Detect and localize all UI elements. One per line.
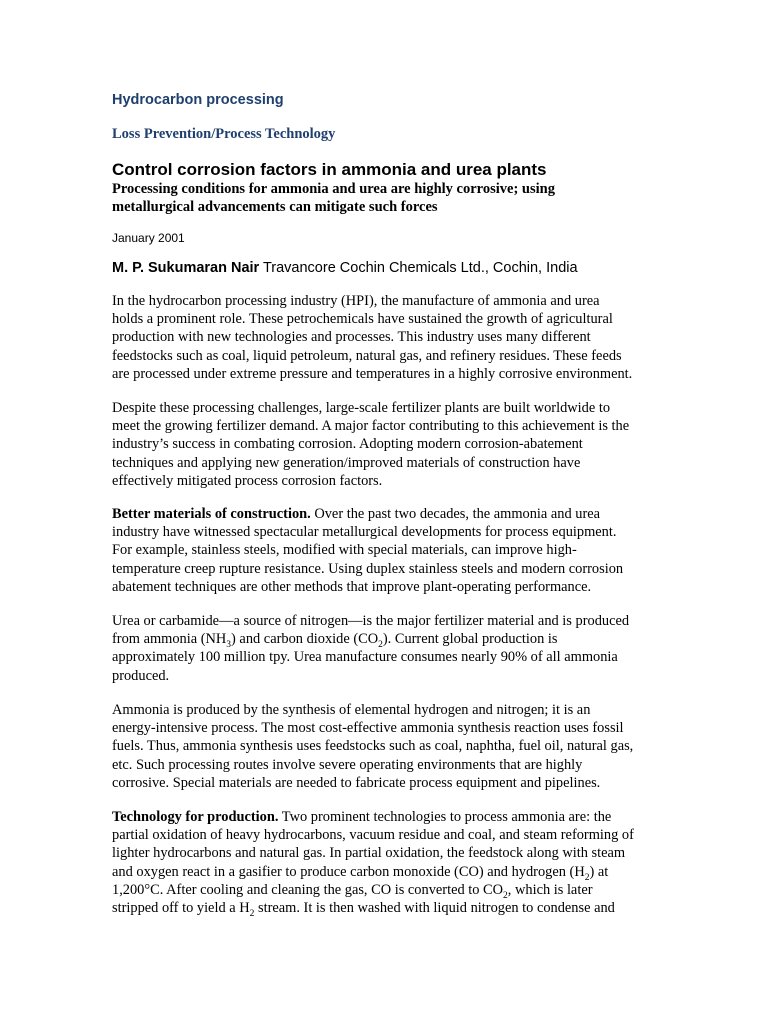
- paragraph-3: [112, 505, 634, 596]
- paragraph-1: In the hydrocarbon processing industry (HPI), the manufacture of ammonia and urea holds a prominent role. These petrochemicals have sustained the growth of agricultural production with new technologies and processes. This industry uses many different feedstocks such as coal, liquid petroleum, natural gas, and refinery residues. These feeds are processed under extreme pressure and temperatures in a highly corrosive environment.: [112, 293, 633, 382]
- paragraph-6-text-d: stream. It is then washed with liquid nitrogen to condense and: [254, 900, 615, 917]
- article-subtitle: Processing conditions for ammonia and urea are highly corrosive; using metallurgical advancements can mitigate such forces: [112, 181, 555, 215]
- paragraph-6-lead: Technology for production.: [112, 809, 279, 825]
- subscript: 2: [503, 890, 508, 901]
- paragraph-3-text: Over the past two decades, the ammonia and urea industry have witnessed spectacular metallurgical developments for process equipment. For example, stainless steels, modified with special materials, can improve high-temperature creep rupture resistance. Using duplex stainless steels and modern corrosion abatement techniques are other methods that improve plant-operating performance.: [112, 506, 624, 595]
- paragraph-4: [112, 612, 634, 685]
- paragraph-6-text-b: ) at 1,200°C. After cooling and cleaning the gas, CO is converted to CO: [112, 863, 609, 898]
- paragraph-6-text-c: , which is later stripped off to yield a H: [112, 881, 593, 917]
- author-name: M. P. Sukumaran Nair: [112, 260, 260, 276]
- paragraph-4-text-c: ). Current global production is approximately 100 million tpy. Urea manufacture consumes nearly 90% of all ammonia produced.: [112, 631, 618, 684]
- subscript: 2: [584, 872, 590, 883]
- paragraph-3-lead: Better materials of construction.: [112, 506, 311, 522]
- paragraph-2: Despite these processing challenges, large-scale fertilizer plants are built worldwide to meet the growing fertilizer demand. A major factor contributing to this achievement is the industry’s success in combating corrosion. Adopting modern corrosion-abatement techniques and applying new generation/improved materials of construction have effectively mitigated process corrosion factors.: [112, 400, 630, 489]
- paragraph-4-text-b: ) and carbon dioxide (CO: [231, 631, 379, 648]
- paragraph-6-text-a: Two prominent technologies to process ammonia are: the partial oxidation of heavy hydrocarbons, vacuum residue and coal, and steam reforming of lighter hydrocarbons and natural gas. In partial oxidation, the feedstock along with steam and oxygen react in a gasifier to produce carbon monoxide (CO) and hydrogen (H: [112, 809, 634, 880]
- byline: [112, 260, 578, 276]
- paragraph-5: Ammonia is produced by the synthesis of elemental hydrogen and nitrogen; it is an energy-intensive process. The most cost-effective ammonia synthesis reaction uses fossil fuels. Thus, ammonia synthesis uses feedstocks such as coal, naphtha, fuel oil, natural gas, etc. Such processing routes involve severe operating environments that are highly corrosive. Special materials are needed to fabricate process equipment and pipelines.: [112, 702, 634, 791]
- author-affiliation: Travancore Cochin Chemicals Ltd., Cochin, India: [259, 260, 578, 276]
- subscript: 2: [378, 640, 383, 651]
- department-heading: Loss Prevention/Process Technology: [112, 126, 336, 142]
- paragraph-4-text-a: Urea or carbamide—a source of nitrogen—is the major fertilizer material and is produced from ammonia (NH: [112, 613, 630, 648]
- article-title: Control corrosion factors in ammonia and urea plants: [112, 160, 547, 179]
- section-heading: Hydrocarbon processing: [112, 92, 284, 108]
- subscript: 2: [249, 908, 255, 919]
- publication-date: January 2001: [112, 231, 185, 245]
- paragraph-6: [112, 808, 634, 917]
- subscript: 3: [226, 640, 232, 651]
